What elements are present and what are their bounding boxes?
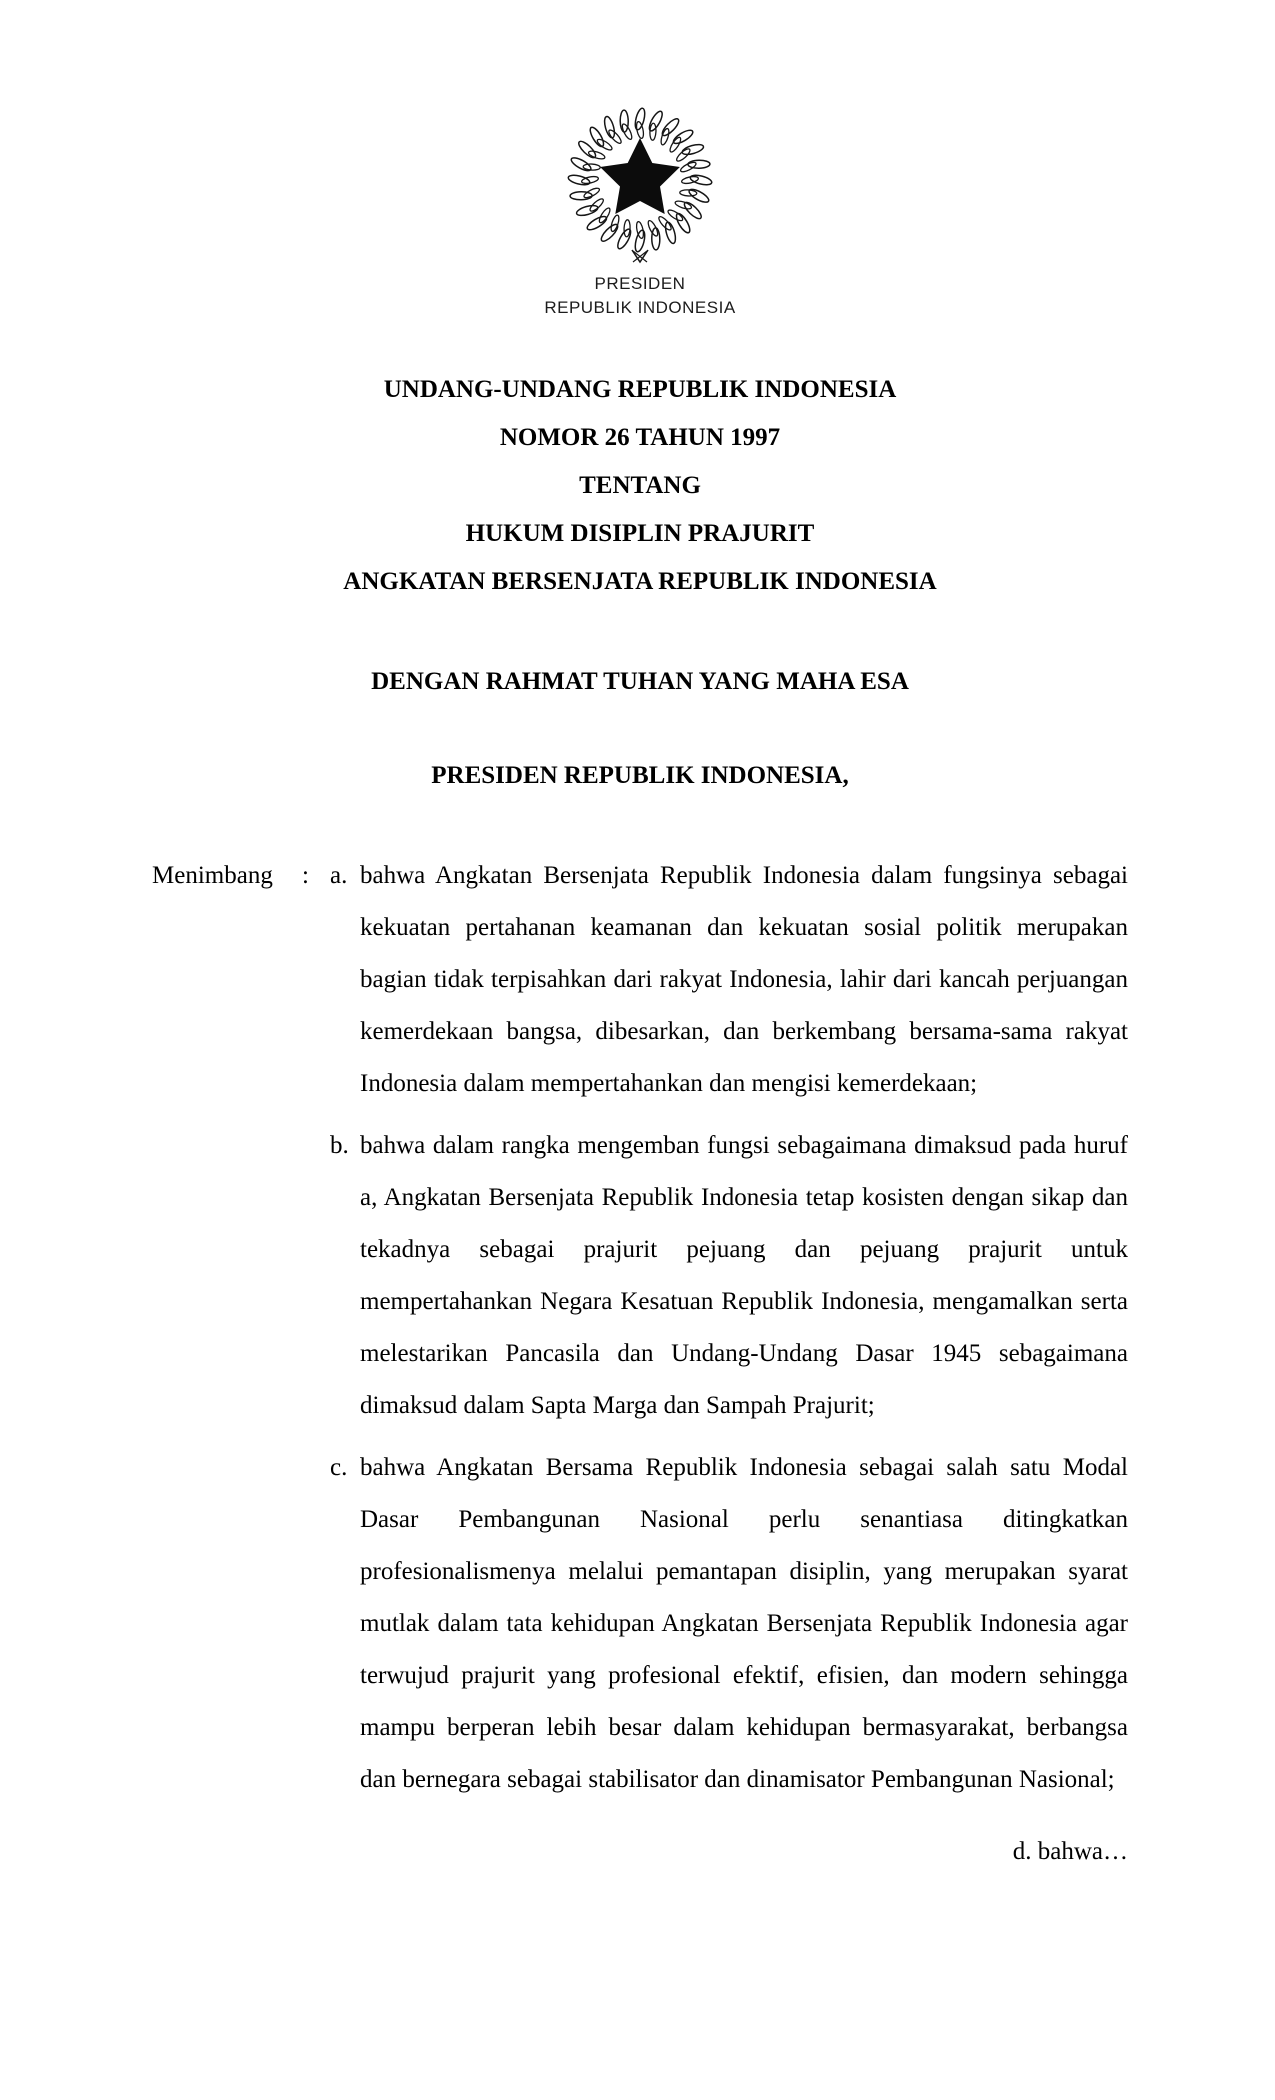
consideration-item xyxy=(330,1442,1128,1806)
item-text: bahwa Angkatan Bersenjata Republik Indonesia dalam fungsinya sebagai kekuatan pertahanan keamanan dan kekuatan sosial politik merupakan bagian tidak terpisahkan dari rakyat Indonesia, lahir dari kancah perjuangan kemerdekaan bangsa, dibesarkan, dan berkembang bersama-sama rakyat Indonesia dalam mempertahankan dan mengisi kemerdekaan; xyxy=(360,862,1128,1097)
authority-line: PRESIDEN REPUBLIK INDONESIA, xyxy=(431,762,849,789)
considerations-separator: : xyxy=(302,862,309,889)
invocation-line: DENGAN RAHMAT TUHAN YANG MAHA ESA xyxy=(371,668,909,695)
star-wreath-emblem-icon xyxy=(560,100,720,272)
item-text: bahwa Angkatan Bersama Republik Indonesia sebagai salah satu Modal Dasar Pembangunan Nasional perlu senantiasa ditingkatkan profesionalismenya melalui pemantapan disiplin, yang merupakan syarat mutlak dalam tata kehidupan Angkatan Bersenjata Republik Indonesia agar terwujud prajurit yang profesional efektif, efisien, dan modern sehingga mampu berperan lebih besar dalam kehidupan bermasyarakat, berbangsa dan bernegara sebagai stabilisator dan dinamisator Pembangunan Nasional; xyxy=(360,1454,1128,1793)
title-line: TENTANG xyxy=(579,472,701,499)
consideration-item xyxy=(330,1120,1128,1432)
considerations-section xyxy=(152,850,1128,1806)
title-line: UNDANG-UNDANG REPUBLIK INDONESIA xyxy=(383,376,897,403)
item-marker: a. xyxy=(330,862,348,889)
title-line: HUKUM DISIPLIN PRAJURIT xyxy=(465,520,815,547)
title-line: ANGKATAN BERSENJATA REPUBLIK INDONESIA xyxy=(343,568,937,595)
considerations-label: Menimbang xyxy=(152,862,273,889)
title-line: NOMOR 26 TAHUN 1997 xyxy=(499,424,781,451)
considerations-list xyxy=(330,850,1128,1806)
continuation-catchword: d. bahwa… xyxy=(1012,1838,1128,1865)
item-marker: b. xyxy=(330,1132,349,1159)
seal-republik-label: REPUBLIK INDONESIA xyxy=(544,298,736,317)
consideration-item xyxy=(330,850,1128,1110)
document-title-block xyxy=(152,366,1128,606)
presidential-seal xyxy=(152,100,1128,320)
wreath-stems xyxy=(632,250,648,262)
item-marker: c. xyxy=(330,1454,348,1481)
seal-presiden-label: PRESIDEN xyxy=(594,274,686,293)
item-text: bahwa dalam rangka mengemban fungsi sebagaimana dimaksud pada huruf a, Angkatan Bersenjata Republik Indonesia tetap kosisten dengan sikap dan tekadnya sebagai prajurit pejuang dan pejuang prajurit untuk mempertahankan Negara Kesatuan Republik Indonesia, mengamalkan serta melestarikan Pancasila dan Undang-Undang Dasar 1945 sebagaimana dimaksud dalam Sapta Marga dan Sampah Prajurit; xyxy=(360,1132,1128,1419)
